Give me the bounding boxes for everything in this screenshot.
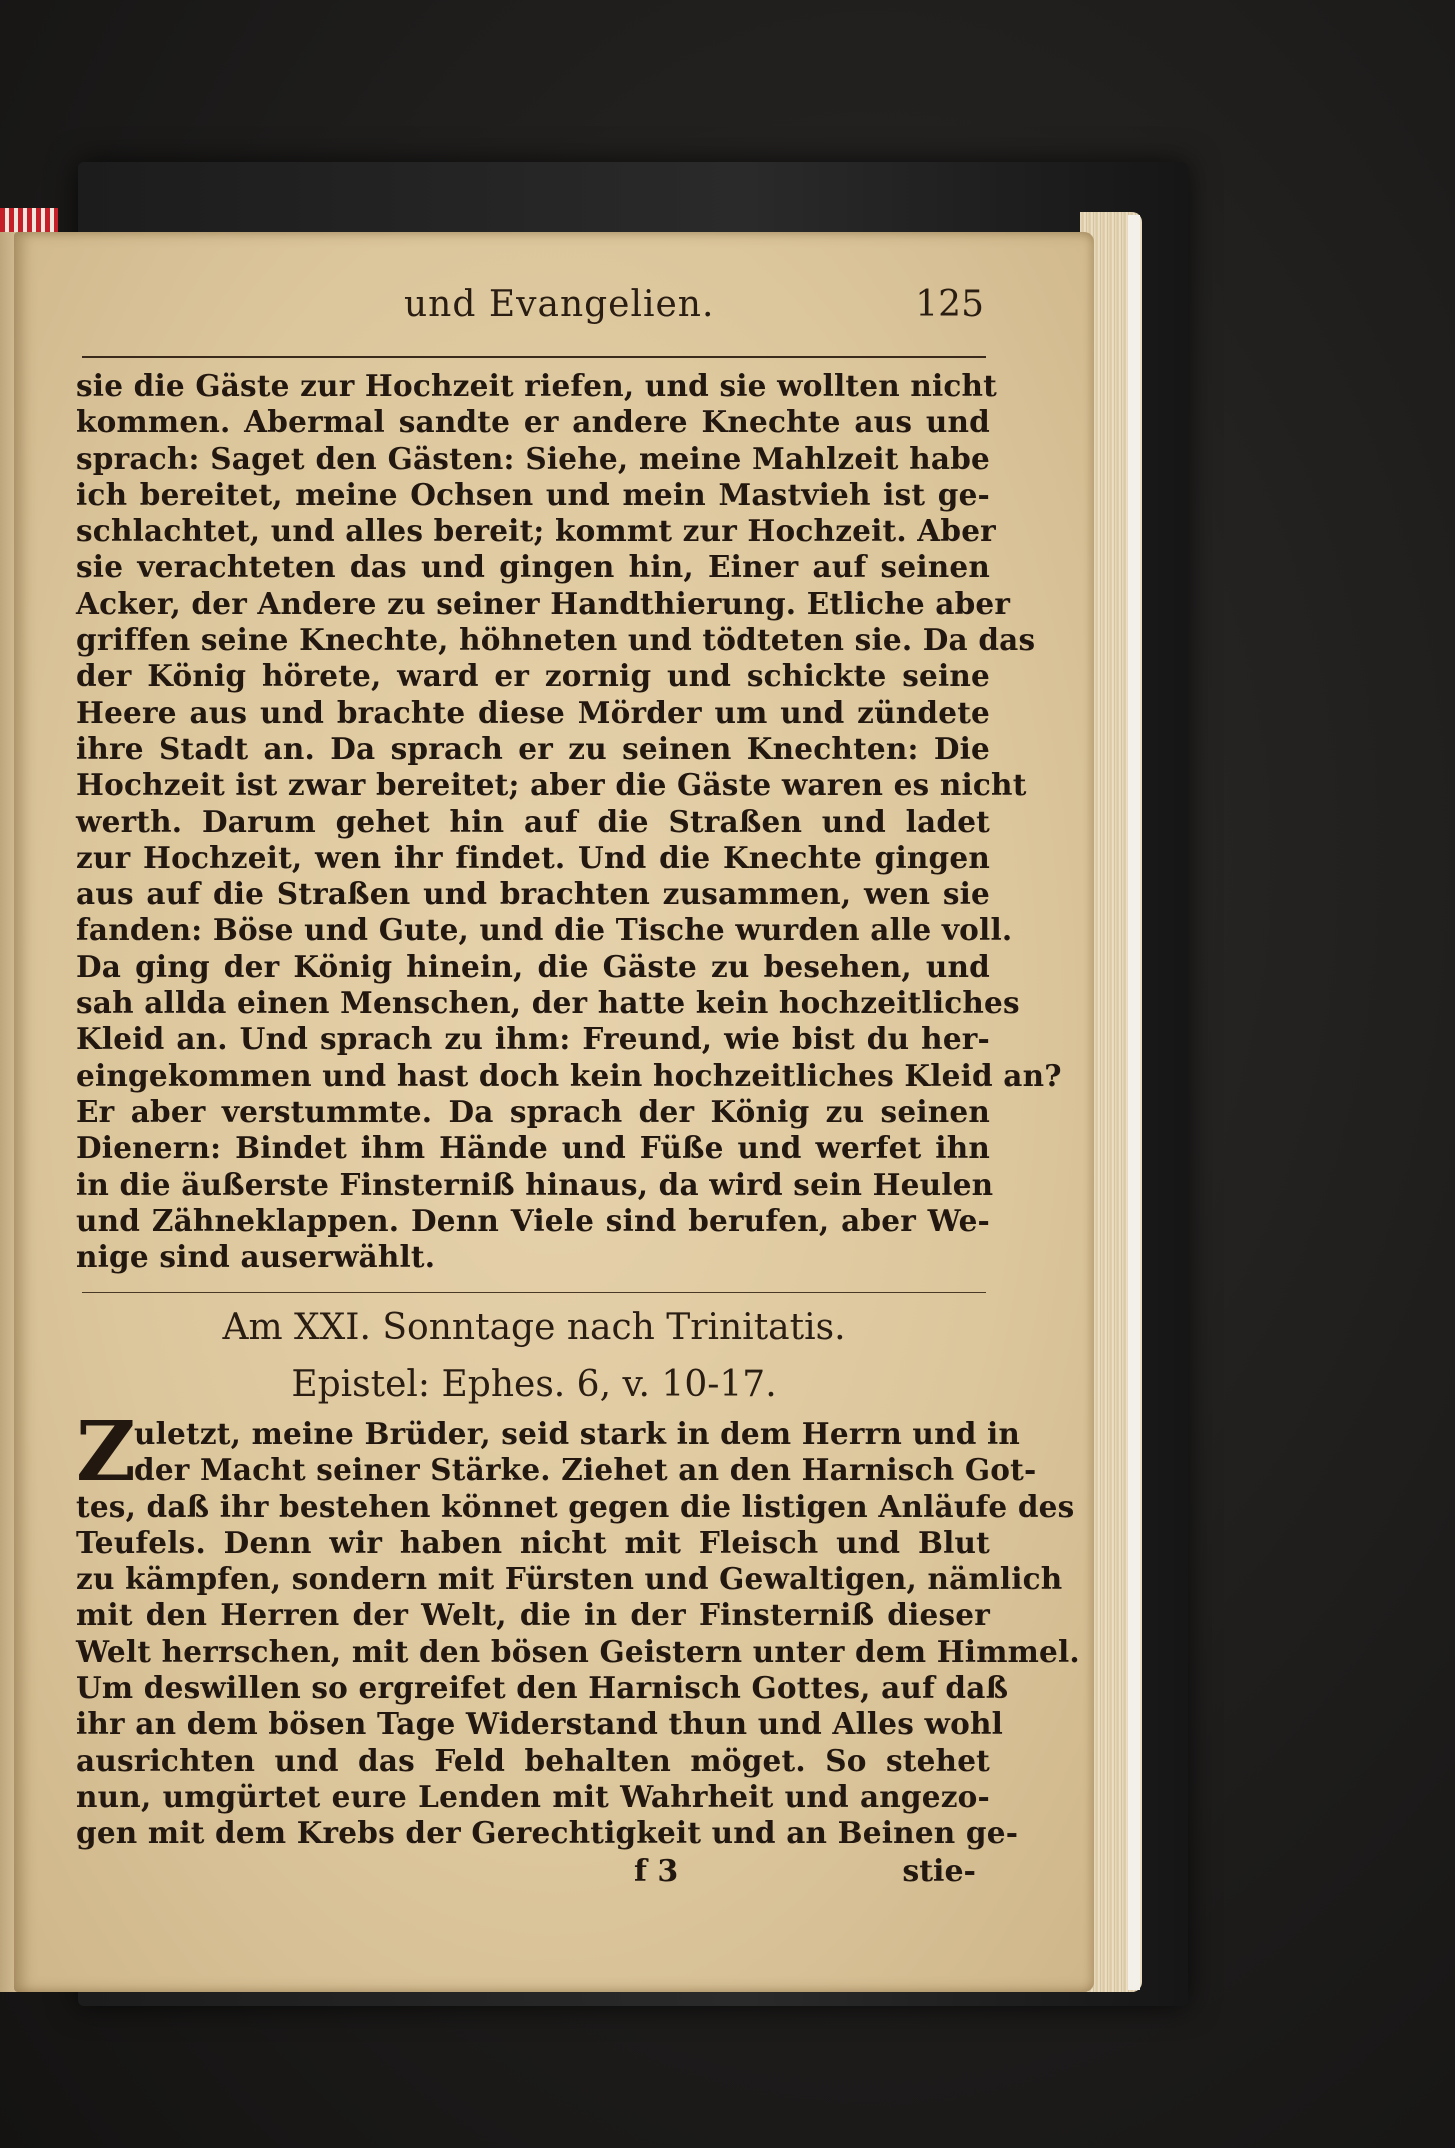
text-line: werth. Darum gehet hin auf die Straßen und ladet [76,803,990,839]
text-line: Acker, der Andere zu seiner Handthierung. Etliche aber [76,585,1011,621]
gospel-text [76,368,1062,1275]
text-line: sie verachteten das und gingen hin, Einer auf seinen [76,549,990,585]
text-line: Hochzeit ist zwar bereitet; aber die Gäste waren es nicht [76,767,1027,803]
catchword: stie- [902,1854,976,1889]
epistle-text [76,1416,1080,1852]
epistle-reference: Epistel: Ephes. 6, v. 10-17. [291,1364,777,1405]
text-line: aus auf die Straßen und brachten zusammen, wen sie [76,876,990,912]
text-line: der König hörete, ward er zornig und schickte seine [76,658,990,694]
text-line: tes, daß ihr bestehen könnet gegen die listigen Anläufe des [76,1488,1075,1524]
text-line: sie die Gäste zur Hochzeit riefen, und sie wollten nicht [76,368,998,403]
text-line: gen mit dem Krebs der Gerechtigkeit und an Beinen ge- [76,1815,1019,1851]
text-line: ausrichten und das Feld behalten möget. So stehet [76,1742,990,1778]
text-line: kommen. Abermal sandte er andere Knechte aus und [76,404,990,440]
text-line: Kleid an. Und sprach zu ihm: Freund, wie bist du her- [76,1021,990,1057]
text-line: mit den Herren der Welt, die in der Finsterniß dieser [76,1597,990,1633]
text-line: ihre Stadt an. Da sprach er zu seinen Knechten: Die [76,730,990,766]
text-line: eingekommen und hast doch kein hochzeitliches Kleid an? [76,1057,1062,1093]
signature-mark: f 3 [634,1854,679,1889]
text-line: nun, umgürtet eure Lenden mit Wahrheit und angezo- [76,1778,990,1814]
text-line: Heere aus und brachte diese Mörder um und zündete [76,694,990,730]
text-line: uletzt, meine Brüder, seid stark in dem Herrn und in [134,1416,1021,1451]
text-line: Teufels. Denn wir haben nicht mit Fleisch und Blut [76,1524,990,1560]
text-line: Um deswillen so ergreifet den Harnisch Gottes, auf daß [76,1670,1009,1706]
text-line: zu kämpfen, sondern mit Fürsten und Gewaltigen, nämlich [76,1561,1063,1597]
text-line: ich bereitet, meine Ochsen und mein Mastvieh ist ge- [76,476,990,512]
header-rule [82,356,986,358]
page-header [84,284,984,334]
text-line: und Zähneklappen. Denn Viele sind berufen, aber We- [76,1202,990,1238]
text-line: sah allda einen Menschen, der hatte kein hochzeitliches [76,985,1020,1021]
text-line-last: nige sind auserwählt. [76,1239,436,1275]
text-line: Welt herrschen, mit den bösen Geistern unter dem Himmel. [76,1633,1080,1669]
text-line: Da ging der König hinein, die Gäste zu besehen, und [76,948,990,984]
text-line: der Macht seiner Stärke. Ziehet an den Harnisch Got- [134,1452,1037,1488]
page-edge-highlight [1128,215,1140,1990]
book-page [14,232,1094,1992]
bookmark-ribbon [0,208,58,232]
page-number: 125 [915,284,984,325]
text-line: schlachtet, und alles bereit; kommt zur Hochzeit. Aber [76,513,996,549]
section-divider [82,1292,986,1293]
text-line: zur Hochzeit, wen ihr findet. Und die Knechte gingen [76,839,990,875]
text-line: ihr an dem bösen Tage Widerstand thun und Alles wohl [76,1706,1004,1742]
text-line: Dienern: Bindet ihm Hände und Füße und werfet ihn [76,1130,990,1166]
section-title: Am XXI. Sonntage nach Trinitatis. [222,1307,846,1348]
text-line: in die äußerste Finsterniß hinaus, da wird sein Heulen [76,1166,994,1202]
text-line: griffen seine Knechte, höhneten und tödteten sie. Da das [76,622,1036,658]
text-line: sprach: Saget den Gästen: Siehe, meine Mahlzeit habe [76,440,990,476]
running-title: und Evangelien. [404,284,715,325]
drop-cap: Z [76,1404,136,1500]
text-line: fanden: Böse und Gute, und die Tische wurden alle voll. [76,912,1013,948]
text-line: Er aber verstummte. Da sprach der König zu seinen [76,1093,990,1129]
